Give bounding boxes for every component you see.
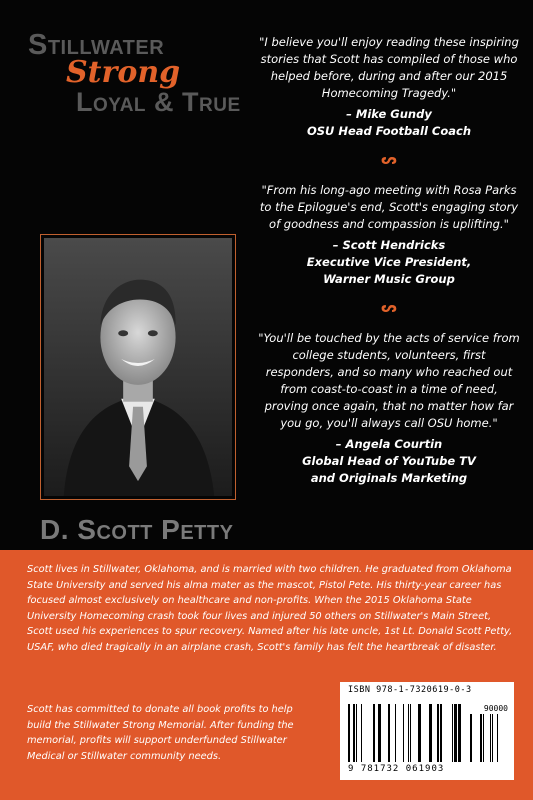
ornament-divider-icon: ᔕ (381, 152, 397, 168)
ornament-divider-icon: ᔕ (381, 300, 397, 316)
title-line-2: Strong (66, 55, 181, 90)
title-line-3: Loyal & True (76, 87, 241, 117)
endorsements (258, 34, 520, 487)
quote-attribution-name: – Scott Hendricks (332, 238, 446, 252)
author-portrait-illustration (44, 238, 232, 496)
isbn-number: ISBN 978-1-7320619-0-3 (348, 685, 472, 695)
quote-attribution-name: – Mike Gundy (346, 107, 432, 121)
series-title (28, 30, 258, 116)
quote-attribution-org: Warner Music Group (323, 272, 455, 286)
barcode-number: 9 781732 061903 (348, 764, 445, 774)
donation-note: Scott has committed to donate all book profits to help build the Stillwater Strong Memorial. After funding the memorial, profits will support underfunded Stillwater Medical or Stillwater community needs. (27, 704, 294, 762)
author-bio: Scott lives in Stillwater, Oklahoma, and is married with two children. He graduated from Oklahoma State University and served his alma mater as the mascot, Pistol Pete. His thirty-year career has focused almost exclusively on healthcare and non-profits. When the 2015 Oklahoma State University Homecoming crash took four lives and injured 50 others on Stillwater's Main Street, Scott used his experiences to spur recovery. Named after his late uncle, 1st Lt. Donald Scott Petty, USAF, who died tragically in an airplane crash, Scott's family has felt the heartbreak of disaster. (27, 564, 513, 653)
endorsement-2 (258, 182, 520, 288)
barcode-bars-icon (348, 696, 506, 762)
quote-attribution-role: Global Head of YouTube TV (302, 454, 476, 468)
quote-text: "I believe you'll enjoy reading these inspiring stories that Scott has compiled of those who helped before, during and after our 2015 Homecoming Tragedy." (259, 35, 519, 100)
title-line-1: Stillwater (28, 29, 165, 61)
quote-text: "From his long-ago meeting with Rosa Parks to the Epilogue's end, Scott's engaging story of goodness and compassion is uplifting." (259, 183, 519, 231)
author-name: D. Scott Petty (40, 514, 234, 545)
author-photo-frame (40, 234, 236, 500)
quote-attribution-org: and Originals Marketing (310, 471, 468, 485)
endorsement-1 (258, 34, 520, 140)
isbn-barcode (340, 682, 514, 780)
quote-attribution-name: – Angela Courtin (335, 437, 443, 451)
endorsement-3 (258, 330, 520, 487)
author-photo (44, 238, 232, 496)
quote-attribution-role: Executive Vice President, (306, 255, 472, 269)
quote-text: "You'll be touched by the acts of service from college students, volunteers, first responders, and so many who reached out from coast-to-coast in a time of need, proving once again, that no matter how far you go, you'll always call OSU home." (258, 331, 520, 430)
price-code: 90000 (483, 704, 508, 713)
quote-attribution-role: OSU Head Football Coach (306, 124, 472, 138)
